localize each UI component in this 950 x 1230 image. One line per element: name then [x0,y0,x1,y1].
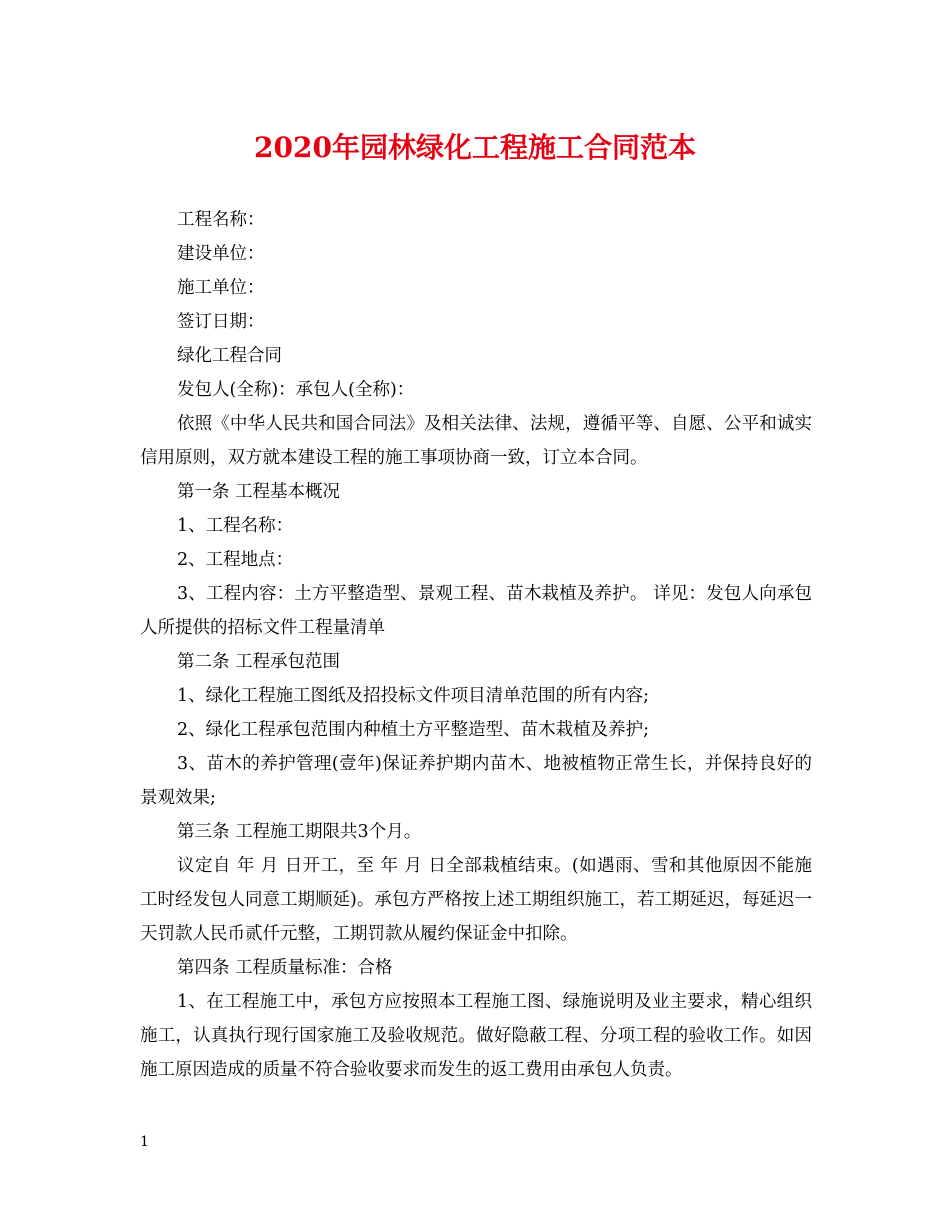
contractor-line: 施工单位： [177,278,265,298]
article-1-item-1: 1、工程名称： [177,516,294,536]
article-2-item-3: 3、苗木的养护管理(壹年)保证养护期内苗木、地被植物正常生长，并保持良好的景观效果; [140,754,812,808]
contract-heading: 绿化工程合同 [177,346,282,366]
article-2-item-1: 1、绿化工程施工图纸及招投标文件项目清单范围的所有内容; [177,686,650,706]
article-4-item-1: 1、在工程施工中，承包方应按照本工程施工图、绿施说明及业主要求，精心组织施工，认真执行现行国家施工及验收规范。做好隐蔽工程、分项工程的验收工作。如因施工原因造成的质量不符合验收要求而发生的返工费用由承包人负责。 [140,992,812,1080]
document-body [140,203,812,1087]
article-1-item-2: 2、工程地点： [177,550,294,570]
article-2-item-2: 2、绿化工程承包范围内种植土方平整造型、苗木栽植及养护; [177,720,650,740]
article-3-paragraph: 议定自 年 月 日开工，至 年 月 日全部栽植结束。(如遇雨、雪和其他原因不能施工时经发包人同意工期顺延)。承包方严格按上述工期组织施工，若工期延迟，每延迟一天罚款人民币贰仟元整，工期罚款从履约保证金中扣除。 [140,856,812,944]
article-1-heading: 第一条 工程基本概况 [177,482,341,502]
client-line: 建设单位： [177,244,265,264]
article-1-item-3: 3、工程内容：土方平整造型、景观工程、苗木栽植及养护。 详见：发包人向承包人所提供的招标文件工程量清单 [140,584,812,638]
article-3-heading: 第三条 工程施工期限共3个月。 [177,822,422,842]
parties-line: 发包人(全称)：承包人(全称)： [177,380,415,400]
preamble-paragraph: 依照《中华人民共和国合同法》及相关法律、法规，遵循平等、自愿、公平和诚实信用原则，双方就本建设工程的施工事项协商一致，订立本合同。 [140,414,812,468]
page-number: 1 [140,1134,149,1150]
article-2-heading: 第二条 工程承包范围 [177,652,341,672]
document-title: 2020年园林绿化工程施工合同范本 [254,131,696,164]
article-4-heading: 第四条 工程质量标准：合格 [177,958,393,978]
project-name-line: 工程名称： [177,210,265,230]
signing-date-line: 签订日期： [177,312,265,332]
